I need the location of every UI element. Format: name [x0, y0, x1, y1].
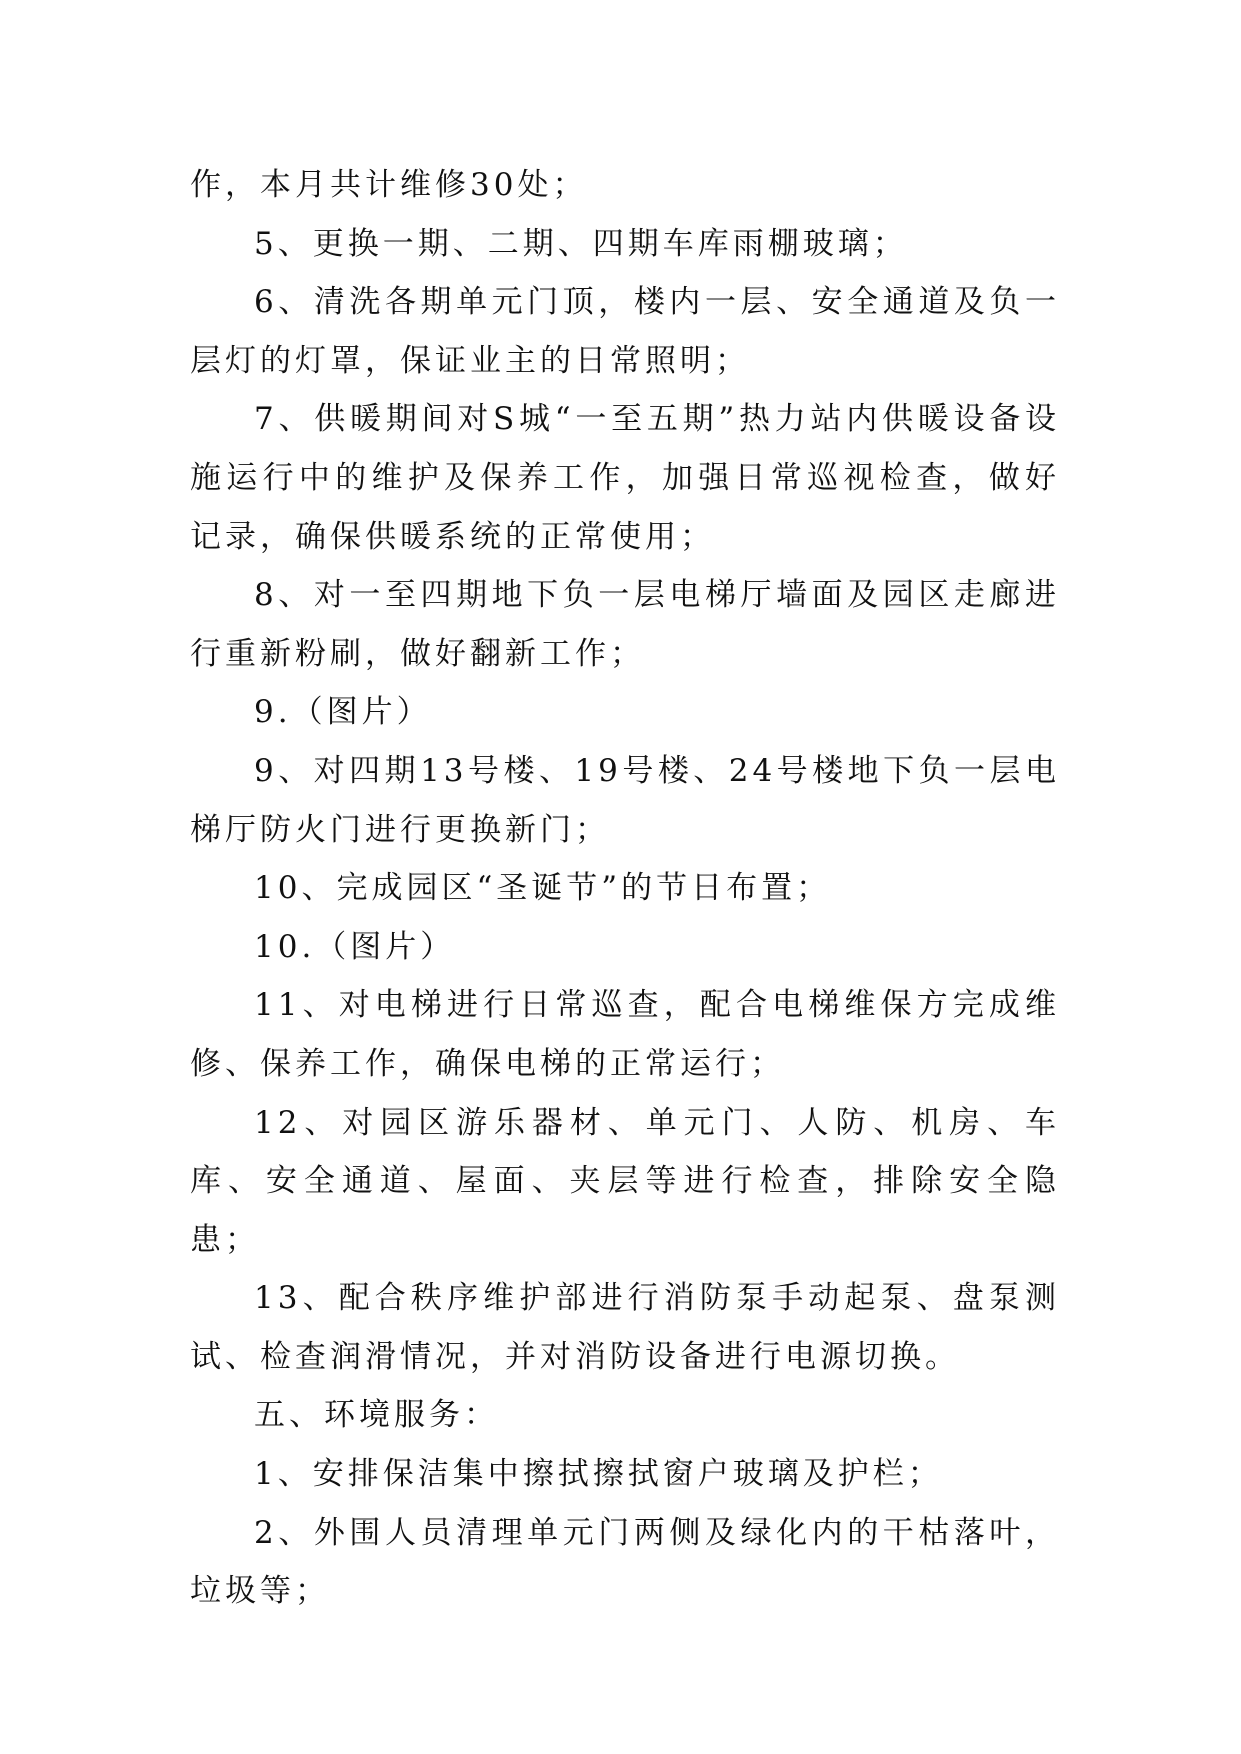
- paragraph-env-item-1: 1、安排保洁集中擦拭擦拭窗户玻璃及护栏；: [254, 1456, 943, 1493]
- paragraph-item-5: 5、更换一期、二期、四期车库雨棚玻璃；: [254, 225, 908, 262]
- paragraph-item-12: 12、对园区游乐器材、单元门、人防、机房、车库、安全通道、屋面、夹层等进行检查，排除安全隐患；: [190, 1104, 1060, 1258]
- paragraph-item-13: 13、配合秩序维护部进行消防泵手动起泵、盘泵测试、检查润滑情况，并对消防设备进行电源切换。: [190, 1280, 1060, 1375]
- paragraph-image-placeholder-9: 9.（图片）: [254, 694, 432, 731]
- paragraph-env-item-2: 2、外围人员清理单元门两侧及绿化内的干枯落叶，垃圾等；: [190, 1514, 1060, 1610]
- paragraph-item-7: 7、供暖期间对S城“一至五期”热力站内供暖设备设施运行中的维护及保养工作，加强日常巡视检查，做好记录，确保供暖系统的正常使用；: [190, 401, 1060, 555]
- paragraph-continuation: 作，本月共计维修30处；: [190, 167, 588, 203]
- paragraph-item-6: 6、清洗各期单元门顶，楼内一层、安全通道及负一层灯的灯罩，保证业主的日常照明；: [190, 284, 1060, 379]
- document-body: [190, 156, 1060, 1621]
- section-heading-environment: 五、环境服务：: [254, 1397, 499, 1434]
- paragraph-item-11: 11、对电梯进行日常巡查，配合电梯维保方完成维修、保养工作，确保电梯的正常运行；: [190, 987, 1060, 1082]
- paragraph-item-8: 8、对一至四期地下负一层电梯厅墙面及园区走廊进行重新粉刷，做好翻新工作；: [190, 577, 1060, 672]
- paragraph-item-10: 10、完成园区“圣诞节”的节日布置；: [254, 870, 832, 907]
- paragraph-item-9: 9、对四期13号楼、19号楼、24号楼地下负一层电梯厅防火门进行更换新门；: [190, 752, 1060, 848]
- paragraph-image-placeholder-10: 10.（图片）: [254, 928, 456, 965]
